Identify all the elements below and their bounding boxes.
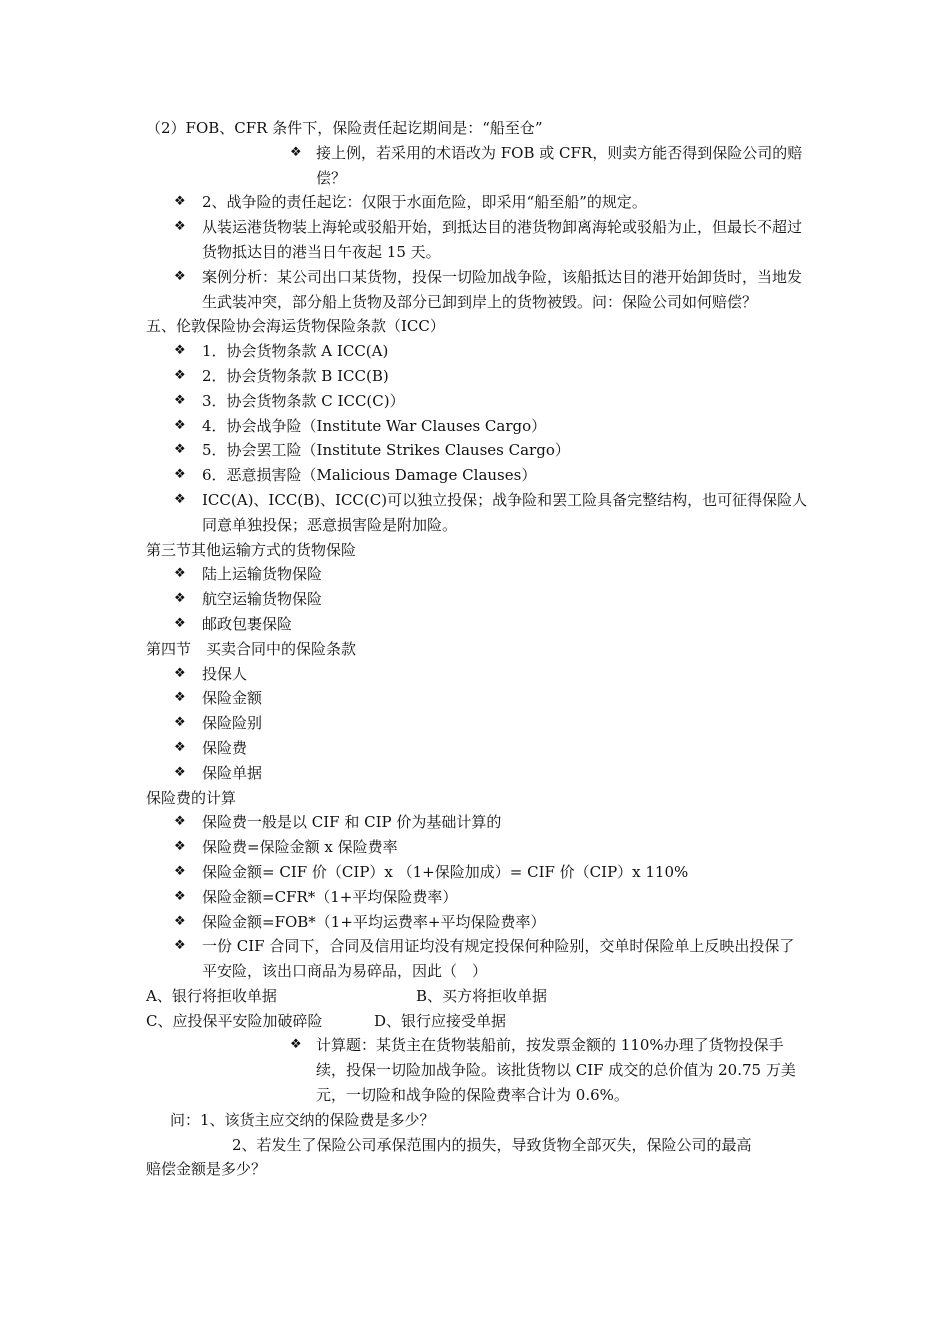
text: 一份 CIF 合同下，合同及信用证均没有规定投保何种险别，交单时保险单上反映出投保了平安险，该出口商品为易碎品，因此（ ） xyxy=(202,937,795,981)
bullet-item xyxy=(174,265,808,315)
diamond-bullet-icon: ❖ xyxy=(174,268,186,284)
diamond-bullet-icon: ❖ xyxy=(174,615,186,631)
text: 赔偿金额是多少？ xyxy=(146,1160,267,1179)
diamond-bullet-icon: ❖ xyxy=(174,591,186,607)
diamond-bullet-icon: ❖ xyxy=(174,913,186,929)
bullet-item xyxy=(174,488,808,538)
text: 2．协会货物条款 B ICC(B) xyxy=(202,366,389,385)
text: （2）FOB、CFR 条件下，保险责任起讫期间是：“船至仓” xyxy=(146,119,543,137)
diamond-bullet-icon: ❖ xyxy=(174,690,186,706)
diamond-bullet-icon: ❖ xyxy=(174,739,186,755)
section-heading xyxy=(146,538,826,563)
diamond-bullet-icon: ❖ xyxy=(174,467,186,483)
diamond-bullet-icon: ❖ xyxy=(290,1037,302,1053)
text: 第三节其他运输方式的货物保险 xyxy=(146,540,357,559)
option-b: B、买方将拒收单据 xyxy=(416,986,548,1005)
bullet-item xyxy=(174,934,808,984)
section-heading xyxy=(146,314,826,339)
text: 保险费的计算 xyxy=(146,788,237,807)
text: ICC(A)、ICC(B)、ICC(C)可以独立投保；战争险和罢工险具备完整结构，也可征得保险人同意单独投保；恶意损害险是附加险。 xyxy=(202,490,808,534)
text: 陆上运输货物保险 xyxy=(202,565,323,584)
question-line xyxy=(170,1108,810,1133)
diamond-bullet-icon: ❖ xyxy=(174,814,186,830)
text: 五、伦敦保险协会海运货物保险条款（ICC） xyxy=(146,317,445,336)
bullet-item xyxy=(174,463,808,488)
bullet-item xyxy=(290,141,808,191)
bullet-item xyxy=(174,364,808,389)
bullet-item xyxy=(174,810,808,835)
text: 保险金额=FOB*（1+平均运费率+平均保险费率） xyxy=(202,912,546,931)
text: 3．协会货物条款 C ICC(C)） xyxy=(202,391,405,410)
diamond-bullet-icon: ❖ xyxy=(174,392,186,408)
question-line xyxy=(146,1157,808,1182)
diamond-bullet-icon: ❖ xyxy=(174,367,186,383)
bullet-item xyxy=(174,711,808,736)
bullet-item xyxy=(174,438,808,463)
bullet-item xyxy=(290,1033,808,1107)
text: 5．协会罢工险（Institute Strikes Clauses Cargo） xyxy=(202,441,570,460)
bullet-item xyxy=(174,339,808,364)
bullet-item xyxy=(174,612,808,637)
answer-options-row xyxy=(146,984,826,1009)
diamond-bullet-icon: ❖ xyxy=(174,715,186,731)
text: 第四节 买卖合同中的保险条款 xyxy=(146,639,357,658)
text: 从装运港货物装上海轮或驳船开始，到抵达目的港货物卸离海轮或驳船为止，但最长不超过货物抵达目的港当日午夜起 15 天。 xyxy=(202,218,803,261)
diamond-bullet-icon: ❖ xyxy=(174,566,186,582)
diamond-bullet-icon: ❖ xyxy=(174,194,186,210)
bullet-item xyxy=(174,835,808,860)
text: 投保人 xyxy=(202,664,248,683)
section-heading xyxy=(146,637,826,662)
bullet-item xyxy=(174,562,808,587)
answer-options-row xyxy=(146,1009,826,1034)
text: 2、若发生了保险公司承保范围内的损失，导致货物全部灭失，保险公司的最高 xyxy=(232,1135,752,1154)
diamond-bullet-icon: ❖ xyxy=(174,491,186,507)
text: 保险金额 xyxy=(202,689,263,708)
bullet-item xyxy=(174,686,808,711)
bullet-item xyxy=(174,885,808,910)
text: 6．恶意损害险（Malicious Damage Clauses） xyxy=(202,466,537,485)
section-heading xyxy=(146,786,826,811)
diamond-bullet-icon: ❖ xyxy=(174,839,186,855)
diamond-bullet-icon: ❖ xyxy=(174,863,186,879)
bullet-item xyxy=(174,761,808,786)
diamond-bullet-icon: ❖ xyxy=(174,938,186,954)
text: 1．协会货物条款 A ICC(A) xyxy=(202,342,389,361)
bullet-item xyxy=(174,215,808,265)
text: 邮政包裹保险 xyxy=(202,614,293,633)
text: 保险单据 xyxy=(202,763,263,782)
text: 保险费=保险金额 x 保险费率 xyxy=(202,838,398,857)
option-d: D、银行应接受单据 xyxy=(374,1011,507,1030)
text: 接上例，若采用的术语改为 FOB 或 CFR，则卖方能否得到保险公司的赔偿？ xyxy=(316,143,803,187)
text: 保险金额= CIF 价（CIP）x （1+保险加成）= CIF 价（CIP）x 110% xyxy=(202,862,689,881)
text: 保险险别 xyxy=(202,714,263,733)
document-page xyxy=(0,116,950,1182)
text: 保险金额=CFR*（1+平均保险费率） xyxy=(202,887,458,906)
diamond-bullet-icon: ❖ xyxy=(174,442,186,458)
text: 计算题：某货主在货物装船前，按发票金额的 110%办理了货物投保手续，投保一切险加战争险。该批货物以 CIF 成交的总价值为 20.75 万美元，一切险和战争险的保险费率合计为 0.6%。 xyxy=(316,1036,796,1105)
bullet-item xyxy=(174,860,808,885)
diamond-bullet-icon: ❖ xyxy=(174,764,186,780)
bullet-item xyxy=(174,414,808,439)
text: 保险费 xyxy=(202,738,248,757)
bullet-item xyxy=(174,587,808,612)
bullet-item xyxy=(174,910,808,935)
bullet-item xyxy=(174,662,808,687)
diamond-bullet-icon: ❖ xyxy=(174,219,186,235)
text: 4．协会战争险（Institute War Clauses Cargo） xyxy=(202,416,547,435)
question-line xyxy=(232,1133,808,1158)
text: 问：1、该货主应交纳的保险费是多少？ xyxy=(170,1110,435,1129)
option-c: C、应投保平安险加破碎险 xyxy=(146,1011,323,1030)
option-a: A、银行将拒收单据 xyxy=(146,986,277,1005)
text: 2、战争险的责任起讫：仅限于水面危险，即采用“船至船”的规定。 xyxy=(202,193,647,212)
text: 案例分析：某公司出口某货物，投保一切险加战争险，该船抵达目的港开始卸货时，当地发生武装冲突，部分船上货物及部分已卸到岸上的货物被毁。问：保险公司如何赔偿？ xyxy=(202,267,803,311)
diamond-bullet-icon: ❖ xyxy=(174,888,186,904)
diamond-bullet-icon: ❖ xyxy=(174,665,186,681)
bullet-item xyxy=(174,389,808,414)
line-fob-cfr xyxy=(146,116,826,141)
bullet-item xyxy=(174,190,808,215)
text: 航空运输货物保险 xyxy=(202,590,323,609)
diamond-bullet-icon: ❖ xyxy=(290,144,302,160)
text: 保险费一般是以 CIF 和 CIP 价为基础计算的 xyxy=(202,813,502,832)
bullet-item xyxy=(174,736,808,761)
diamond-bullet-icon: ❖ xyxy=(174,343,186,359)
diamond-bullet-icon: ❖ xyxy=(174,417,186,433)
